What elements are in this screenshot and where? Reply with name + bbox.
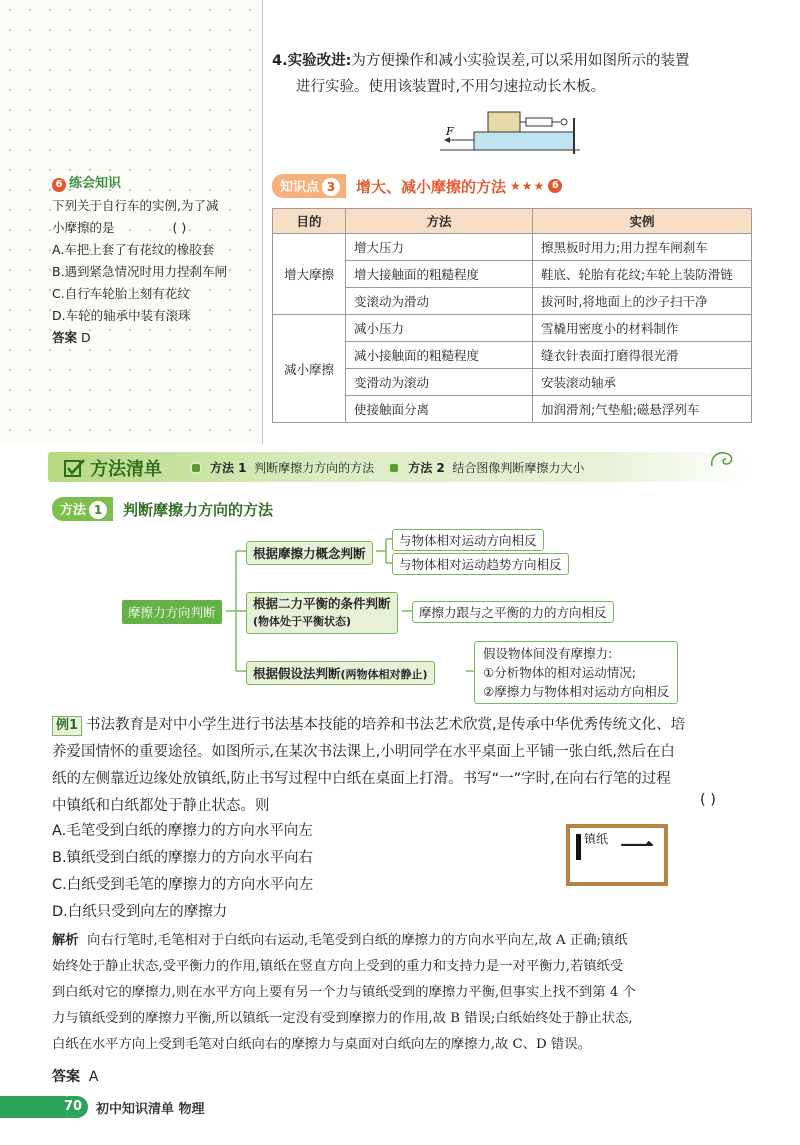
table-row: 增大接触面的粗糙程度 鞋底、轮胎有花纹;车轮上装防滑链 [273, 261, 752, 288]
table-row: 变滚动为滑动 拔河时,将地面上的沙子扫干净 [273, 288, 752, 315]
practice-answer: 答案 D [52, 330, 91, 345]
method1-header: 方法 1 判断摩擦力方向的方法 [52, 497, 273, 521]
table-header-row: 目的 方法 实例 [273, 209, 752, 234]
analysis: 解析 向右行笔时,毛笔相对于白纸向右运动,毛笔受到白纸的摩擦力的方向水平向左,故 A 正确;镇纸 始终处于静止状态,受平衡力的作用,镇纸在竖直方向上受到的重力和支持力是一对平衡力,若镇纸受 到白纸对它的摩擦力,则在水平方向上要有另一个力与镇纸受到的摩擦力平衡,但事实上找不到第 4 个 力与镇纸受到的摩擦力平衡,所以镇纸一定没有受到摩擦力的作用,故 B 错误;白纸始终处于静止状态, 白纸在水平方向上受到毛笔对白纸向右的摩擦力与桌面对白纸向左的摩擦力,故 C、D 错误。 [52, 933, 636, 1052]
example-answer: 答案 A [52, 1069, 99, 1085]
practice-option: D.车轮的轴承中装有滚珠 [52, 308, 191, 323]
knowledge-point-pill: 知识点 3 [272, 174, 346, 198]
item4-label: 4.实验改进: [272, 53, 352, 69]
mindmap-branch-concept: 根据摩擦力概念判断 [246, 541, 373, 565]
practice-question-line1: 下列关于自行车的实例,为了减 [52, 198, 219, 213]
table-row: 变滑动为滚动 安装滚动轴承 [273, 369, 752, 396]
group-decrease: 减小摩擦 [273, 315, 346, 423]
paperweight-label: 镇纸 [584, 832, 609, 846]
experiment-improvement: 4.实验改进:为方便操作和减小实验误差,可以采用如图所示的装置 进行实验。使用该装置时,不用匀速拉动长木板。 [272, 53, 690, 95]
practice-option: C.自行车轮胎上刻有花纹 [52, 286, 190, 301]
method-list-items: 方法 1 判断摩擦力方向的方法 方法 2 结合图像判断摩擦力大小 [190, 459, 584, 476]
paperweight [576, 834, 581, 860]
mindmap-leaf: 摩擦力跟与之平衡的力的方向相反 [412, 601, 614, 623]
knowledge-point-title: 增大、减小摩擦的方法 [356, 177, 507, 196]
example-option: A.毛笔受到白纸的摩擦力的方向水平向左 [52, 823, 313, 839]
answer-paren: ( ) [700, 792, 716, 808]
page-number: 70 [58, 1096, 88, 1118]
method-list-title: 方法清单 [64, 455, 162, 481]
practice-option: B.遇到紧急情况时用力捏刹车闸 [52, 264, 228, 279]
answer-paren: ( ) [172, 220, 187, 235]
mindmap-leaf: 与物体相对运动趋势方向相反 [392, 553, 569, 575]
example-option: D.白纸只受到向左的摩擦力 [52, 904, 228, 920]
footer-bar [0, 1096, 66, 1118]
table-row: 增大摩擦 增大压力 擦黑板时用力;用力捏车闸刹车 [273, 234, 752, 261]
example-option: B.镇纸受到白纸的摩擦力的方向水平向右 [52, 850, 314, 866]
mindmap-leaf-assumption: 假设物体间没有摩擦力: ①分析物体的相对运动情况; ②摩擦力与物体相对运动方向相反 [474, 641, 678, 704]
example-1: 例1 书法教育是对中小学生进行书法基本技能的培养和书法艺术欣赏,是传承中华优秀传统文化、培 养爱国情怀的重要途径。如图所示,在某次书法课上,小明同学在水平桌面上平铺一张白纸,然后在白 纸的左侧靠近边缘处放镇纸,防止书写过程中白纸在桌面上打滑。书写“一”字时,在向右行笔的过程 中镇纸和白纸都处于静止状态。则 [52, 717, 686, 814]
mindmap-root: 摩擦力方向判断 [122, 600, 222, 624]
force-label: F [446, 125, 454, 138]
frequency-badge: 6 [548, 179, 562, 193]
mindmap-leaf: 与物体相对运动方向相反 [392, 529, 544, 551]
table-row: 减小接触面的粗糙程度 缝衣针表面打磨得很光滑 [273, 342, 752, 369]
star-rating: ★★★ [510, 179, 546, 193]
book-title: 初中知识清单 物理 [96, 1102, 205, 1117]
mindmap-branch-balance: 根据二力平衡的条件判断 (物体处于平衡状态) [246, 592, 398, 634]
practice-question-line2: 小摩擦的是 ( ) [52, 220, 187, 235]
example-options [52, 818, 313, 926]
method1-title: 判断摩擦力方向的方法 [123, 500, 274, 519]
character-yi: 一 [620, 828, 654, 868]
practice-option: A.车把上套了有花纹的橡胶套 [52, 242, 215, 257]
practice-title: 6 练会知识 [52, 172, 260, 195]
group-increase: 增大摩擦 [273, 234, 346, 315]
calligraphy-figure [566, 824, 668, 886]
table-row: 使接触面分离 加润滑剂;气垫船;磁悬浮列车 [273, 396, 752, 423]
table-row: 减小摩擦 减小压力 雪橇用密度小的材料制作 [273, 315, 752, 342]
example-option: C.白纸受到毛笔的摩擦力的方向水平向左 [52, 877, 314, 893]
mindmap-branch-assumption: 根据假设法判断(两物体相对静止) [246, 661, 435, 685]
practice-badge: 6 [52, 178, 66, 192]
example-tag: 例1 [52, 716, 82, 736]
analysis-label: 解析 [52, 933, 79, 948]
